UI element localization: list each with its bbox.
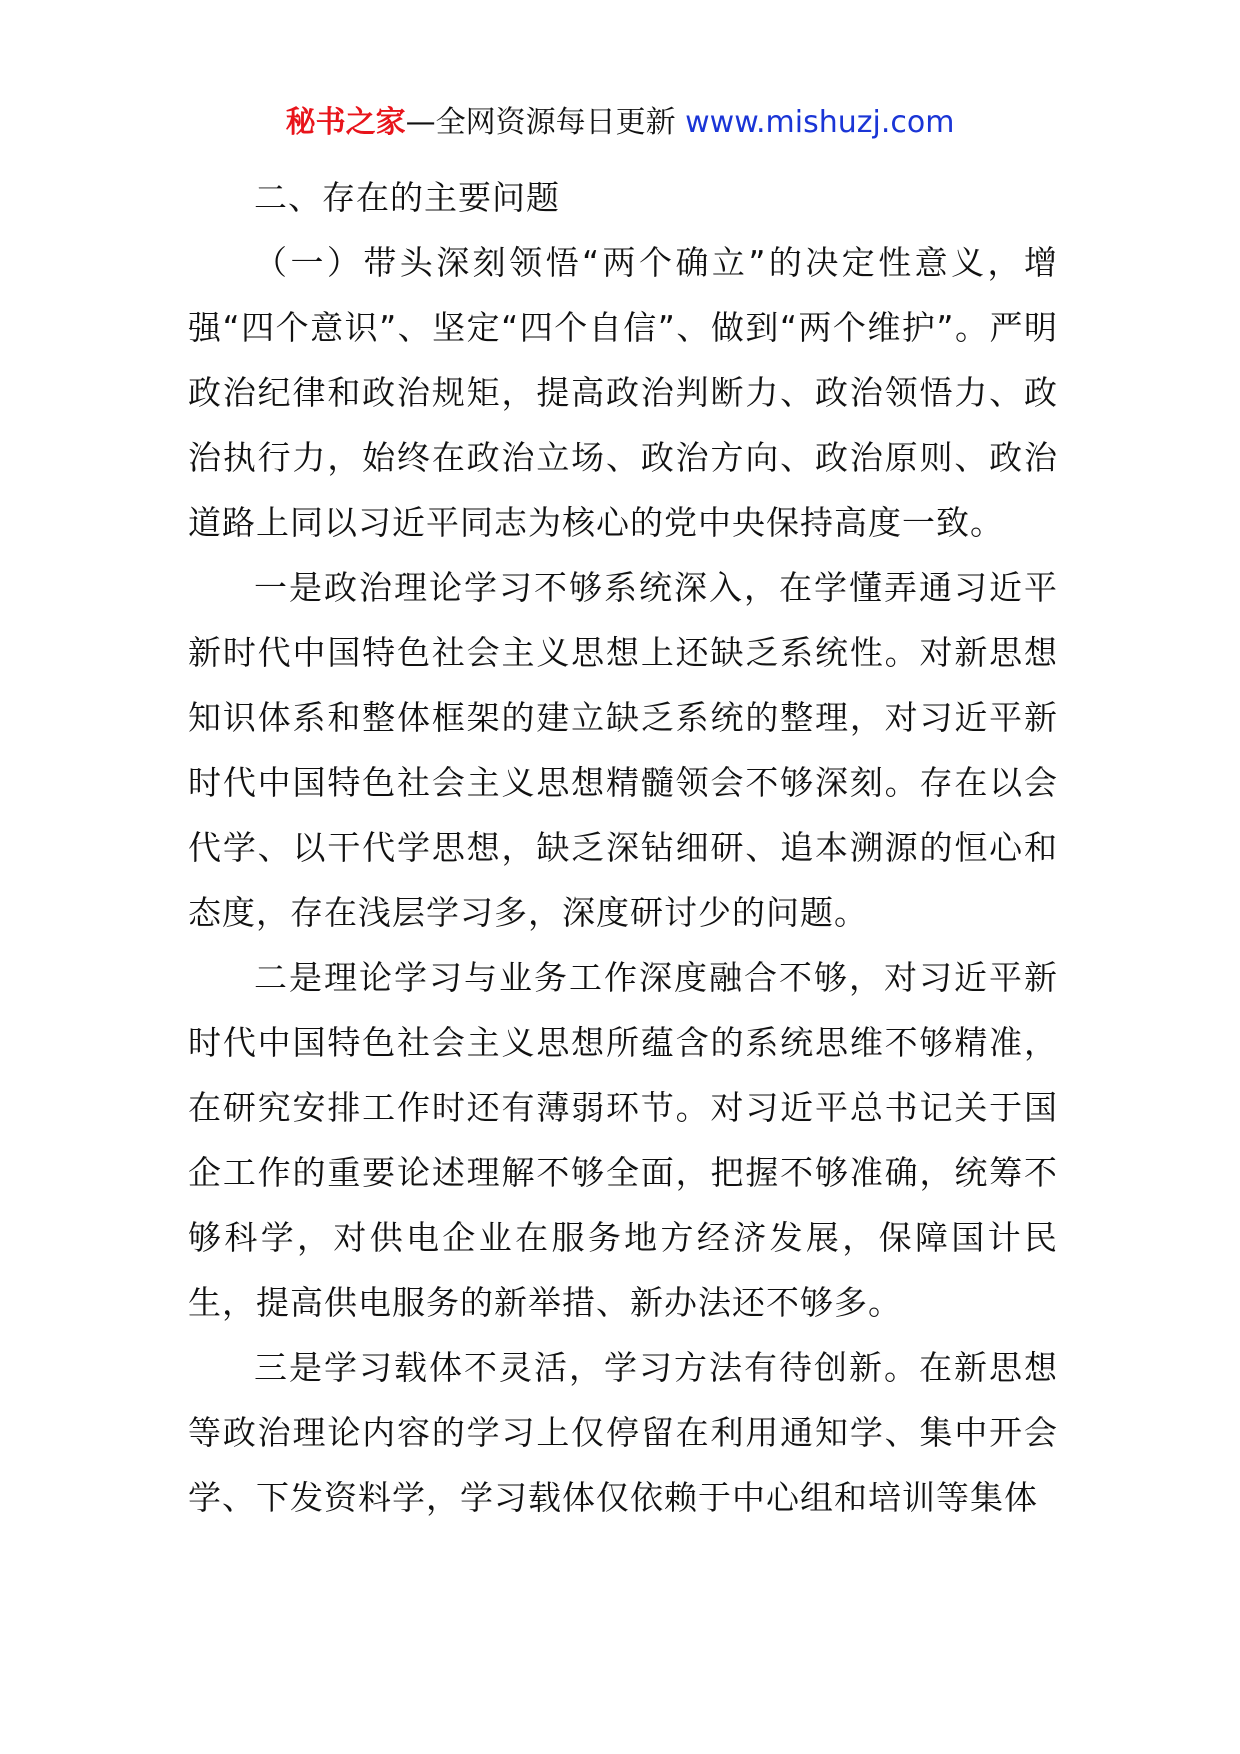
paragraph-4: 三是学习载体不灵活，学习方法有待创新。在新思想等政治理论内容的学习上仅停留在利用通知学、集中开会学、下发资料学，学习载体仅依赖于中心组和培训等集体 xyxy=(188,1348,1058,1517)
paragraph-2: 一是政治理论学习不够系统深入，在学懂弄通习近平新时代中国特色社会主义思想上还缺乏系统性。对新思想知识体系和整体框架的建立缺乏系统的整理，对习近平新时代中国特色社会主义思想精髓领会不够深刻。存在以会代学、以干代学思想，缺乏深钻细研、追本溯源的恒心和态度，存在浅层学习多，深度研讨少的问题。 xyxy=(188,568,1058,932)
brand-name: 秘书之家 xyxy=(285,105,406,140)
paragraph-3: 二是理论学习与业务工作深度融合不够，对习近平新时代中国特色社会主义思想所蕴含的系统思维不够精准，在研究安排工作时还有薄弱环节。对习近平总书记关于国企工作的重要论述理解不够全面，把握不够准确，统筹不够科学，对供电企业在服务地方经济发展，保障国计民生，提高供电服务的新举措、新办法还不够多。 xyxy=(188,958,1058,1322)
site-url-link[interactable]: www.mishuzj.com xyxy=(685,105,955,140)
document-body xyxy=(188,165,1058,1530)
header-tagline: —全网资源每日更新 xyxy=(405,105,686,140)
section-heading: 二、存在的主要问题 xyxy=(254,178,560,217)
paragraph-1: （一）带头深刻领悟“两个确立”的决定性意义，增强“四个意识”、坚定“四个自信”、做到“两个维护”。严明政治纪律和政治规矩，提高政治判断力、政治领悟力、政治执行力，始终在政治立场、政治方向、政治原则、政治道路上同以习近平同志为核心的党中央保持高度一致。 xyxy=(188,243,1058,542)
site-header xyxy=(0,100,1240,146)
